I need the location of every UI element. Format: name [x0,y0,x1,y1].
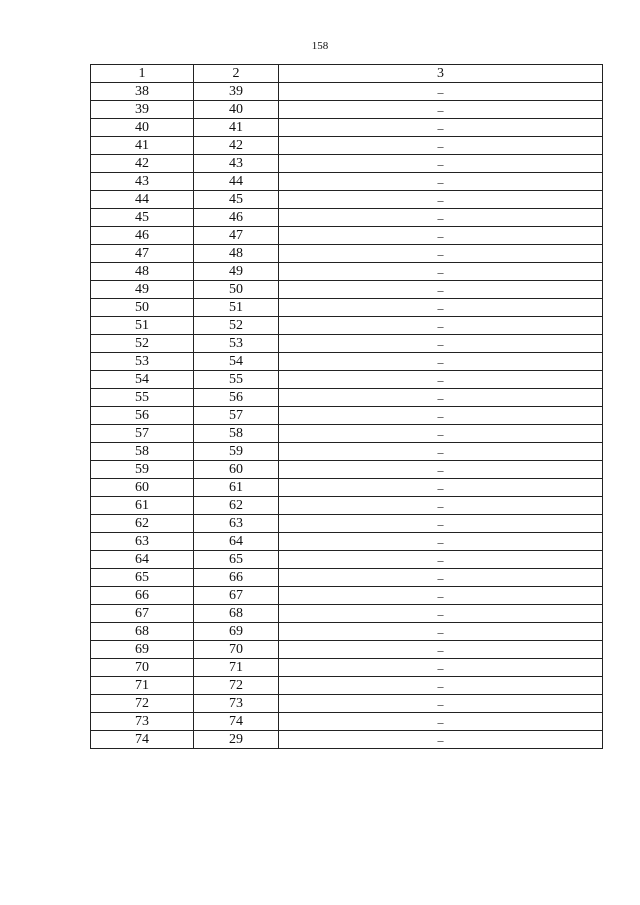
table-row [91,263,603,281]
table-cell-col-2: 65 [194,551,279,569]
table-cell-col-1: 52 [91,335,194,353]
table-cell-col-3: – [279,155,603,173]
table-row [91,731,603,749]
table-row [91,137,603,155]
table-row [91,425,603,443]
table-cell-col-2: 69 [194,623,279,641]
table-cell-col-1: 63 [91,533,194,551]
table-cell-col-3: – [279,299,603,317]
table-row [91,371,603,389]
table-header [91,65,603,83]
table-cell-col-1: 69 [91,641,194,659]
table-row [91,227,603,245]
table-cell-col-3: – [279,317,603,335]
table-cell-col-2: 60 [194,461,279,479]
table-cell-col-3: – [279,515,603,533]
table-cell-col-3: – [279,533,603,551]
table-row [91,407,603,425]
table-row [91,587,603,605]
table-cell-col-2: 73 [194,695,279,713]
table-cell-col-1: 71 [91,677,194,695]
table-cell-col-3: – [279,353,603,371]
table-cell-col-3: – [279,713,603,731]
table-cell-col-2: 58 [194,425,279,443]
table-cell-col-3: – [279,227,603,245]
table-row [91,641,603,659]
table-cell-col-2: 42 [194,137,279,155]
table-row [91,101,603,119]
table-cell-col-1: 49 [91,281,194,299]
table-cell-col-1: 44 [91,191,194,209]
table-cell-col-1: 43 [91,173,194,191]
table-cell-col-2: 56 [194,389,279,407]
table-cell-col-1: 51 [91,317,194,335]
table-row [91,461,603,479]
table-cell-col-3: – [279,425,603,443]
table-cell-col-3: – [279,659,603,677]
table-cell-col-1: 57 [91,425,194,443]
table-cell-col-3: – [279,731,603,749]
table-row [91,335,603,353]
table-row [91,533,603,551]
data-table [90,64,603,749]
table-cell-col-2: 51 [194,299,279,317]
table-row [91,605,603,623]
table-row [91,209,603,227]
table-cell-col-1: 42 [91,155,194,173]
table-cell-col-2: 29 [194,731,279,749]
table-row [91,83,603,101]
table-cell-col-2: 49 [194,263,279,281]
table-cell-col-2: 71 [194,659,279,677]
table-cell-col-2: 48 [194,245,279,263]
table-row [91,281,603,299]
table-cell-col-1: 66 [91,587,194,605]
column-header-2: 2 [194,65,279,83]
table-cell-col-1: 58 [91,443,194,461]
table-cell-col-3: – [279,695,603,713]
table-row [91,317,603,335]
table-cell-col-2: 54 [194,353,279,371]
table-cell-col-1: 47 [91,245,194,263]
table-cell-col-2: 67 [194,587,279,605]
table-cell-col-2: 47 [194,227,279,245]
table-cell-col-1: 64 [91,551,194,569]
table-cell-col-1: 39 [91,101,194,119]
table-cell-col-1: 54 [91,371,194,389]
table-row [91,173,603,191]
table-cell-col-2: 45 [194,191,279,209]
table-row [91,569,603,587]
table-cell-col-3: – [279,479,603,497]
table-row [91,695,603,713]
table-cell-col-2: 62 [194,497,279,515]
table-cell-col-2: 66 [194,569,279,587]
table-row [91,659,603,677]
table-cell-col-2: 68 [194,605,279,623]
table-cell-col-1: 68 [91,623,194,641]
table-cell-col-2: 53 [194,335,279,353]
table-row [91,389,603,407]
table-cell-col-2: 43 [194,155,279,173]
page-number: 158 [311,40,329,52]
table-cell-col-2: 41 [194,119,279,137]
table-cell-col-3: – [279,605,603,623]
column-header-1: 1 [91,65,194,83]
table-cell-col-1: 60 [91,479,194,497]
table-row [91,515,603,533]
table-header-row [91,65,603,83]
table-cell-col-2: 74 [194,713,279,731]
table-row [91,623,603,641]
table-cell-col-2: 39 [194,83,279,101]
table-cell-col-3: – [279,137,603,155]
table-cell-col-3: – [279,119,603,137]
table-cell-col-3: – [279,461,603,479]
table-cell-col-3: – [279,551,603,569]
table-cell-col-2: 61 [194,479,279,497]
table-cell-col-3: – [279,389,603,407]
table-cell-col-1: 50 [91,299,194,317]
table-cell-col-2: 59 [194,443,279,461]
table-cell-col-2: 55 [194,371,279,389]
table-row [91,155,603,173]
table-row [91,713,603,731]
table-cell-col-2: 44 [194,173,279,191]
table-cell-col-1: 73 [91,713,194,731]
table-cell-col-3: – [279,245,603,263]
table-cell-col-1: 45 [91,209,194,227]
table-cell-col-1: 56 [91,407,194,425]
table-cell-col-2: 70 [194,641,279,659]
table-cell-col-3: – [279,443,603,461]
table-row [91,497,603,515]
table-cell-col-1: 61 [91,497,194,515]
table-cell-col-3: – [279,263,603,281]
table-cell-col-3: – [279,209,603,227]
table-cell-col-2: 46 [194,209,279,227]
table-cell-col-1: 74 [91,731,194,749]
table-cell-col-1: 48 [91,263,194,281]
table-cell-col-2: 72 [194,677,279,695]
table-cell-col-3: – [279,173,603,191]
table-cell-col-3: – [279,281,603,299]
table-cell-col-1: 67 [91,605,194,623]
table-cell-col-2: 63 [194,515,279,533]
table-row [91,479,603,497]
table-row [91,119,603,137]
table-row [91,299,603,317]
column-header-3: 3 [279,65,603,83]
table-cell-col-2: 57 [194,407,279,425]
table-cell-col-1: 65 [91,569,194,587]
table-cell-col-3: – [279,623,603,641]
table-cell-col-1: 40 [91,119,194,137]
table-cell-col-1: 53 [91,353,194,371]
table-row [91,353,603,371]
table-row [91,245,603,263]
table-cell-col-1: 38 [91,83,194,101]
table-cell-col-3: – [279,497,603,515]
table-cell-col-1: 55 [91,389,194,407]
table-cell-col-3: – [279,191,603,209]
table-cell-col-1: 62 [91,515,194,533]
table-cell-col-3: – [279,83,603,101]
table-cell-col-2: 64 [194,533,279,551]
table-cell-col-1: 59 [91,461,194,479]
table-cell-col-2: 52 [194,317,279,335]
table-cell-col-3: – [279,371,603,389]
table-cell-col-3: – [279,335,603,353]
table-cell-col-1: 46 [91,227,194,245]
table-row [91,191,603,209]
table-cell-col-2: 40 [194,101,279,119]
table-row [91,677,603,695]
table-cell-col-3: – [279,407,603,425]
table-cell-col-1: 72 [91,695,194,713]
table-cell-col-3: – [279,677,603,695]
table-cell-col-1: 41 [91,137,194,155]
table-row [91,443,603,461]
table-cell-col-3: – [279,569,603,587]
table-cell-col-3: – [279,101,603,119]
table-cell-col-3: – [279,587,603,605]
table-row [91,551,603,569]
table-body [91,83,603,749]
table-cell-col-2: 50 [194,281,279,299]
table-cell-col-1: 70 [91,659,194,677]
table-cell-col-3: – [279,641,603,659]
